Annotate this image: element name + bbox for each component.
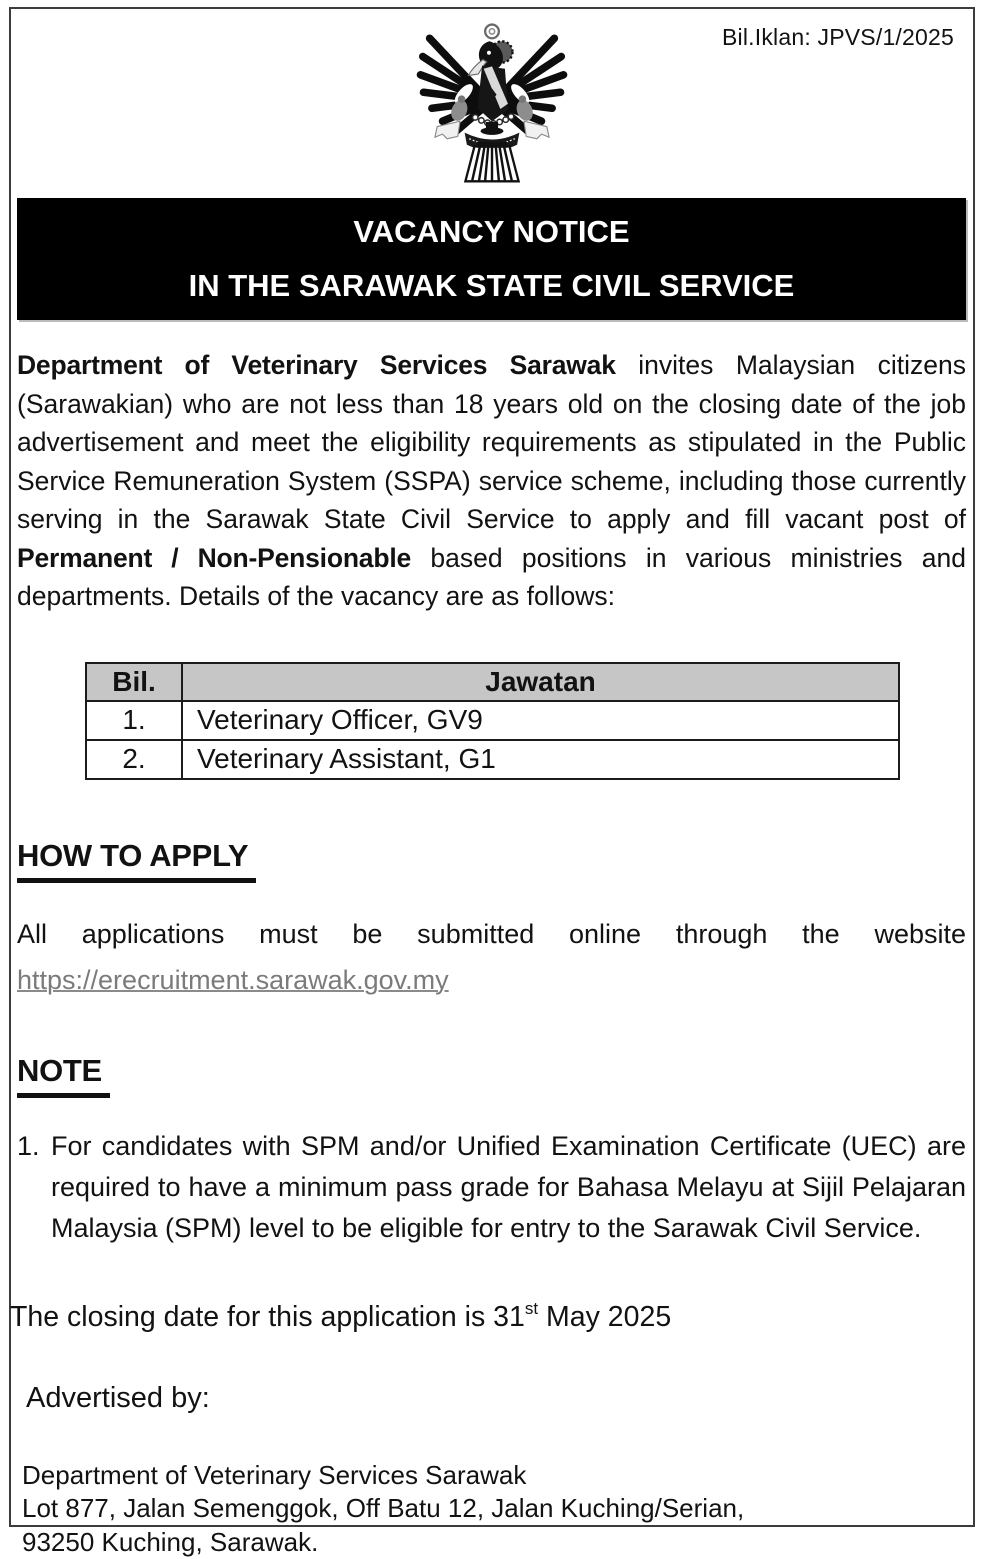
address-line: Department of Veterinary Services Sarawak <box>22 1459 966 1493</box>
note-item-text: For candidates with SPM and/or Unified Examination Certificate (UEC) are required to have a minimum pass grade for Bahasa Melayu at Sijil Pelajaran Malaysia (SPM) level to be eligible for entry to the Sarawak Civil Service. <box>51 1126 966 1249</box>
advertiser-address-block <box>17 1459 966 1559</box>
table-row <box>86 701 899 740</box>
closing-date-ordinal: st <box>525 1299 538 1318</box>
col-header-jawatan: Jawatan <box>182 663 899 701</box>
apply-instructions-text: All applications must be submitted online through the website <box>17 919 966 949</box>
intro-text-2: based positions in various ministries and departments. Details of the vacancy are as follows: <box>17 543 966 612</box>
note-list-item <box>17 1126 966 1249</box>
employment-type-bold: Permanent / Non-Pensionable <box>17 543 411 573</box>
banner-title-line2: IN THE SARAWAK STATE CIVIL SERVICE <box>17 268 966 303</box>
table-row <box>86 740 899 779</box>
note-section <box>17 1053 966 1098</box>
closing-date-suffix: May 2025 <box>538 1301 671 1333</box>
note-heading: NOTE <box>17 1053 110 1098</box>
row-position: Veterinary Officer, GV9 <box>182 701 899 740</box>
row-position: Veterinary Assistant, G1 <box>182 740 899 779</box>
document-header <box>17 0 966 198</box>
how-to-apply-heading: HOW TO APPLY <box>17 838 256 883</box>
erecruitment-link[interactable]: https://erecruitment.sarawak.gov.my <box>17 965 449 995</box>
closing-date-line <box>10 1301 966 1334</box>
note-item-number: 1. <box>17 1126 51 1249</box>
intro-text-1: invites Malaysian citizens (Sarawakian) who are not less than 18 years old on the closing date of the job advertisement and meet the eligibility requirements as stipulated in the Public Service Remuneration System (SSPA) service scheme, including those currently serving in the Sarawak State Civil Service to apply and fill vacant post of <box>17 350 966 534</box>
apply-instructions <box>17 911 966 1003</box>
address-line: 93250 Kuching, Sarawak. <box>22 1526 966 1559</box>
row-number: 2. <box>86 740 182 779</box>
vacancy-table <box>85 662 900 780</box>
closing-date-prefix: The closing date for this application is 31 <box>10 1301 525 1333</box>
vacancy-table-container <box>85 662 966 780</box>
how-to-apply-section <box>17 838 966 883</box>
table-header-row <box>86 663 899 701</box>
row-number: 1. <box>86 701 182 740</box>
sarawak-crest-icon <box>414 20 569 195</box>
banner-title-line1: VACANCY NOTICE <box>17 214 966 249</box>
intro-paragraph <box>17 346 966 616</box>
col-header-bil: Bil. <box>86 663 182 701</box>
department-name-bold: Department of Veterinary Services Sarawak <box>17 350 616 380</box>
advertisement-ref-number: Bil.Iklan: JPVS/1/2025 <box>722 24 954 51</box>
title-banner <box>17 198 966 320</box>
advertised-by-label: Advertised by: <box>17 1382 966 1415</box>
address-line: Lot 877, Jalan Semenggok, Off Batu 12, Jalan Kuching/Serian, <box>22 1492 966 1526</box>
